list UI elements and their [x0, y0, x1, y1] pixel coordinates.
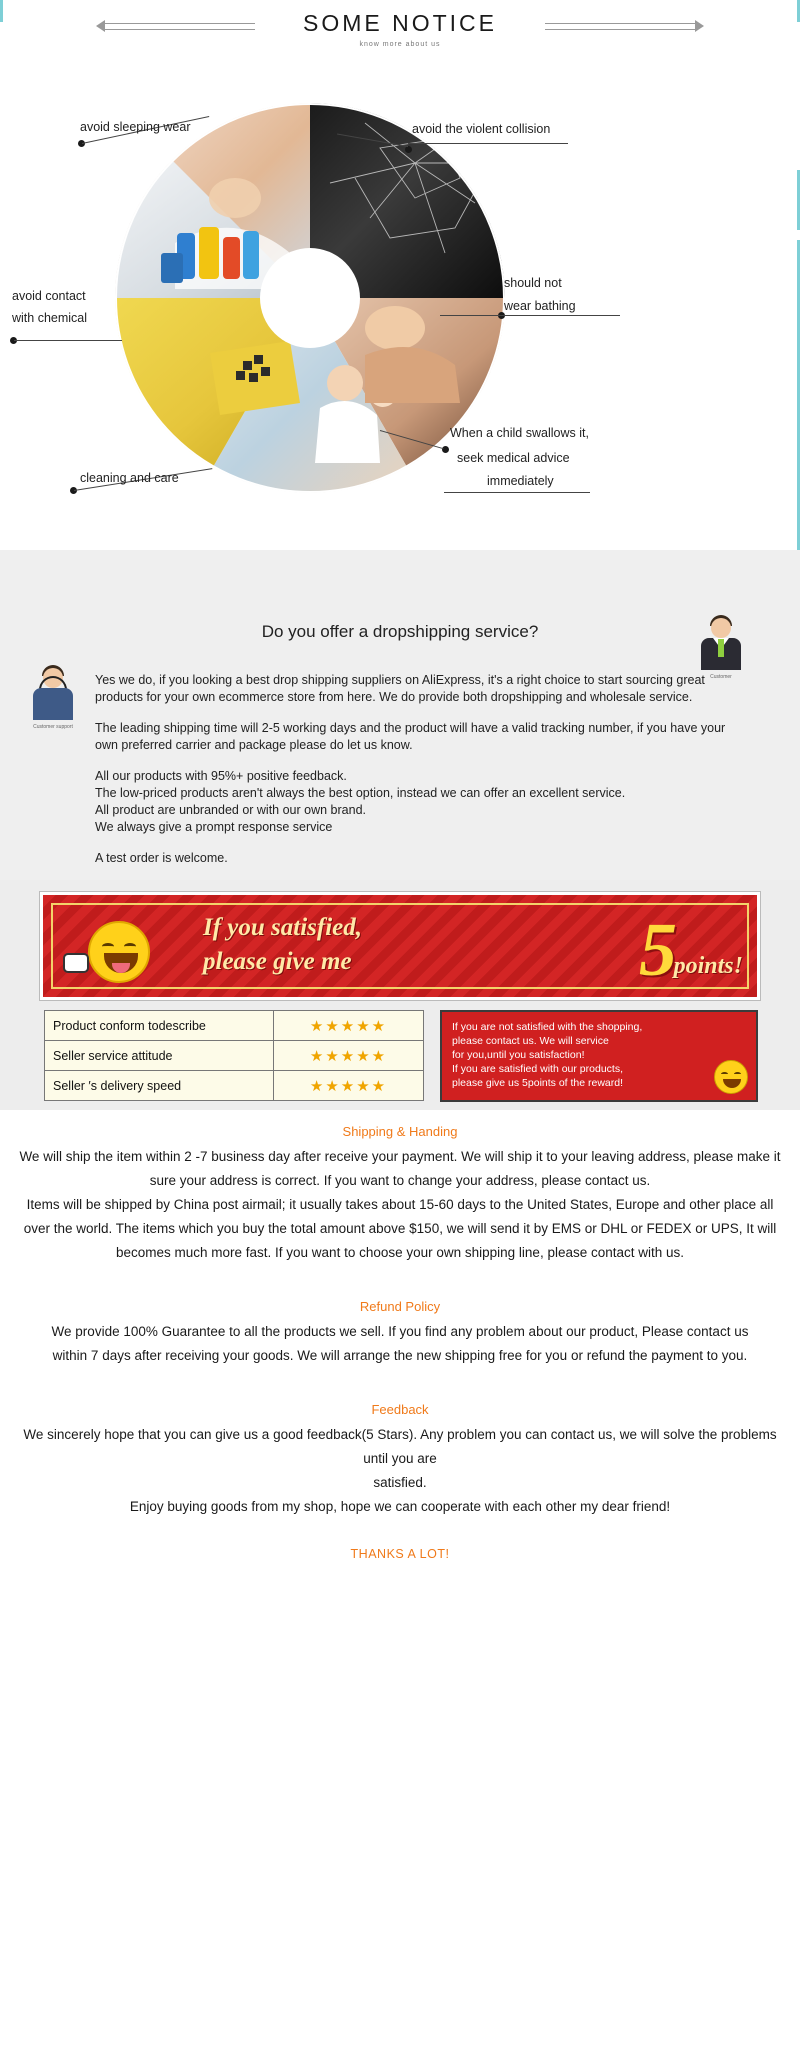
qa-paragraph-2: The leading shipping time will 2-5 working days and the product will have a valid tracking number, if you have your own preferred carrier and package please do let us know. [95, 721, 726, 752]
qa-closing: A test order is welcome. [95, 851, 228, 865]
avatar-body [33, 688, 73, 720]
smiley-face-icon [88, 921, 150, 983]
refund-paragraph-1: We provide 100% Guarantee to all the products we sell. If you find any problem about our product, Please contact us within 7 days after receiving your goods. We will arrange the new shipping free for you or refund the payment to you. [51, 1324, 749, 1363]
policies-section [0, 1110, 800, 2068]
avatar-head [711, 618, 731, 638]
avatar-left-caption: Customer support [33, 724, 73, 730]
label-avoid-sleeping-wear: avoid sleeping wear [80, 120, 191, 134]
leader-line-chemical [14, 340, 122, 341]
page-title: SOME NOTICE [302, 10, 497, 36]
shipping-heading: Shipping & Handing [342, 1124, 458, 1139]
warning-line-4: If you are satisfied with our products, [452, 1063, 623, 1075]
label-child-swallows-line2: seek medical advice [457, 451, 570, 465]
avatar-tie [718, 639, 724, 657]
leader-dot-child [442, 446, 449, 453]
avatar-right-caption: Customer [710, 674, 732, 680]
leader-line-child-2 [444, 492, 590, 493]
rating-stars-service: ★★★★★ [274, 1041, 424, 1071]
refund-heading: Refund Policy [359, 1299, 441, 1314]
header-arrow-right-icon [695, 20, 704, 32]
satisfaction-banner [40, 892, 760, 1000]
rating-label-delivery: Seller ′s delivery speed [45, 1071, 274, 1101]
label-child-swallows-line3: immediately [487, 474, 554, 488]
label-should-not-line1: should not [504, 276, 562, 290]
grey-divider-band [0, 550, 800, 600]
banner-line-2: please give me [203, 948, 352, 975]
label-avoid-contact-chemical-line2: with chemical [12, 311, 88, 325]
qa-line-2: The low-priced products aren't always the best option, instead we can offer an excellent service. [95, 786, 626, 800]
qa-question-title: Do you offer a dropshipping service? [261, 622, 539, 641]
header-rule-left [105, 23, 255, 30]
warning-line-5: please give us 5points of the reward! [452, 1077, 624, 1089]
thanks-text: THANKS A LOT! [350, 1547, 450, 1561]
warning-smiley-mouth [723, 1079, 741, 1088]
rating-label-service: Seller service attitude [45, 1041, 274, 1071]
satisfaction-warning-box [440, 1010, 758, 1102]
rating-label-product: Product conform todescribe [45, 1011, 274, 1041]
qa-answer-body [95, 672, 735, 881]
feedback-paragraph-3: Enjoy buying goods from my shop, hope we can cooperate with each other my dear friend! [129, 1499, 671, 1514]
page-subtitle: know more about us [359, 41, 441, 48]
feedback-paragraph-1: We sincerely hope that you can give us a good feedback(5 Stars). Any problem you can contact us, we will solve the problems until you are [23, 1427, 777, 1466]
shipping-paragraph-1: We will ship the item within 2 -7 business day after receive your payment. We will ship it to your leaving address, please make it sure your address is correct. If you want to change your address, please contact us. [19, 1149, 781, 1188]
leader-line-collision-2 [408, 143, 568, 144]
avatar-customer-support [22, 662, 84, 730]
table-row [45, 1041, 424, 1071]
table-row [45, 1071, 424, 1101]
warning-smiley-icon [714, 1060, 748, 1094]
warning-smiley-eye-left [721, 1072, 728, 1076]
label-cleaning-and-care: cleaning and care [80, 471, 179, 485]
banner-points-word: points! [673, 953, 743, 979]
label-avoid-violent-collision: avoid the violent collision [412, 122, 551, 136]
header-rule-right [545, 23, 695, 30]
banner-line-1: If you satisfied, [203, 914, 363, 941]
feedback-heading: Feedback [371, 1402, 429, 1417]
label-child-swallows-line1: When a child swallows it, [450, 426, 589, 440]
smiley-eye-right [124, 943, 136, 950]
warning-line-1: If you are not satisfied with the shopping, [452, 1021, 643, 1033]
satisfaction-section [0, 880, 800, 1110]
qa-paragraph-1: Yes we do, if you looking a best drop shipping suppliers on AliExpress, it's a right choice to start sourcing great products for your own ecommerce store from here. We do provide both dropshipping and wholesale service. [95, 673, 705, 704]
leader-line-bathing-2 [500, 315, 620, 316]
dropshipping-qa-section [0, 600, 800, 880]
rating-stars-delivery: ★★★★★ [274, 1071, 424, 1101]
warning-line-3: for you,until you satisfaction! [452, 1049, 585, 1061]
label-avoid-contact-chemical-line1: avoid contact [12, 289, 86, 303]
thumbs-up-icon [63, 953, 89, 973]
header-arrow-left-icon [96, 20, 105, 32]
rating-stars-product: ★★★★★ [274, 1011, 424, 1041]
qa-line-1: All our products with 95%+ positive feedback. [95, 769, 347, 783]
label-wear-bathing-line2: wear bathing [504, 299, 576, 313]
smiley-eye-left [102, 943, 114, 950]
rating-table [44, 1010, 424, 1101]
leader-dot-collision [405, 146, 412, 153]
shipping-paragraph-2: Items will be shipped by China post airmail; it usually takes about 15-60 days to the United States, Europe and other place all over the world. The items which you buy the total amount above $150, we will send it by EMS or DHL or FEDEX or UPS, It will becomes much more fast. If you want to choose your own shipping line, please contact with us. [23, 1197, 777, 1260]
warning-line-2: please contact us. We will service [452, 1035, 609, 1047]
avatar-customer [690, 612, 752, 680]
notice-section [0, 0, 800, 550]
qa-line-4: We always give a prompt response service [95, 820, 333, 834]
wheel-center-hub [260, 248, 360, 348]
notice-wheel [115, 103, 505, 493]
table-row [45, 1011, 424, 1041]
qa-line-3: All product are unbranded or with our own brand. [95, 803, 366, 817]
leader-line-bathing [440, 315, 500, 316]
warning-smiley-eye-right [734, 1072, 741, 1076]
notice-header [0, 0, 800, 58]
feedback-paragraph-2: satisfied. [373, 1475, 427, 1490]
banner-big-number: 5 [639, 908, 677, 992]
